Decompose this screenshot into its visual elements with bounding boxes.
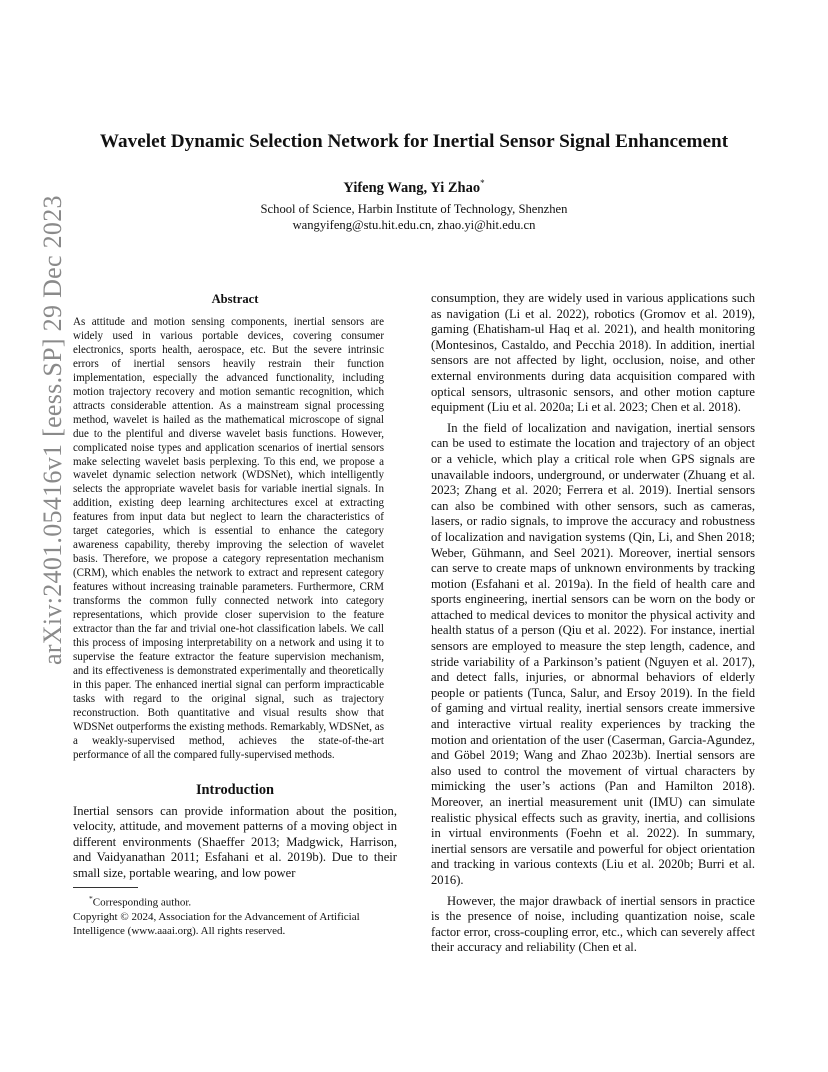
arxiv-identifier: arXiv:2401.05416v1 [eess.SP] 29 Dec 2023	[38, 195, 67, 665]
footnote-divider	[73, 887, 138, 888]
author-names: Yifeng Wang, Yi Zhao	[343, 179, 481, 196]
corresponding-author-mark: *	[480, 178, 485, 188]
footnote-mark: *	[89, 894, 93, 904]
footnote-text: Corresponding author.	[92, 897, 192, 910]
left-column	[73, 291, 397, 939]
affiliation-block	[60, 202, 768, 233]
paper-authors	[60, 174, 768, 197]
introduction-paragraph-3: However, the major drawback of inertial sensors in practice is the presence of noise, including quantization noise, scale factor error, cross-coupling error, etc., which can severely affect their accuracy and reliability (Chen et al.	[431, 893, 755, 955]
corresponding-author-footnote	[73, 892, 397, 910]
copyright-notice: Copyright © 2024, Association for the Advancement of Artificial Intelligence (www.aaai.org). All rights reserved.	[73, 910, 360, 937]
abstract-heading: Abstract	[211, 292, 259, 306]
introduction-heading: Introduction	[195, 781, 275, 798]
introduction-paragraph-1: Inertial sensors can provide information about the position, velocity, attitude, and movement patterns of a moving object in different environments (Shaeffer 2013; Madgwick, Harrison, and Vaidyanathan 2011; Esfahani et al. 2019b). Due to their small size, portable wearing, and low power	[73, 803, 397, 880]
paper-title: Wavelet Dynamic Selection Network for Inertial Sensor Signal Enhancement	[99, 131, 729, 152]
affiliation: School of Science, Harbin Institute of Technology, Shenzhen	[260, 202, 568, 216]
author-emails: wangyifeng@stu.hit.edu.cn, zhao.yi@hit.edu.cn	[292, 217, 536, 232]
abstract-text: As attitude and motion sensing components, inertial sensors are widely used in various portable devices, covering consumer electronics, sports health, aerospace, etc. But the severe intrinsic errors of inertial sensors heavily restrain their function implementation, especially the advanced functionality, including motion trajectory recovery and motion semantic recognition, which attracts considerable attention. As a mainstream signal processing method, wavelet is hailed as the mathematical microscope of signal due to the plentiful and diverse wavelet basis functions. However, complicated noise types and application scenarios of inertial sensors make selecting wavelet basis perplexing. To this end, we propose a wavelet dynamic selection network (WDSNet), which intelligently selects the appropriate wavelet basis for variable inertial signals. In addition, existing deep learning architectures excel at extracting features from input data but neglect to learn the characteristics of target categories, which is essential to enhance the category awareness capability, thereby improving the selection of wavelet basis. Therefore, we propose a category representation mechanism (CRM), which enables the network to extract and represent category features without increasing trainable parameters. Furthermore, CRM transforms the common fully connected network into category representations, which provide closer supervision to the feature extractor than the far and trivial one-hot classification labels. We call this process of imposing interpretability on a network and using it to supervise the feature extractor the feature supervision mechanism, and its effectiveness is demonstrated experimentally and theoretically in this paper. The enhanced inertial signal can perform impracticable tasks with regard to the original signal, such as trajectory reconstruction. Both quantitative and visual results show that WDSNet outperforms the existing methods. Remarkably, WDSNet, as a weakly-supervised method, achieves the state-of-the-art performance of all the compared fully-supervised methods.	[73, 316, 384, 761]
introduction-paragraph-2: In the field of localization and navigation, inertial sensors can be used to estimate the location and trajectory of an object or a vehicle, which play a critical role when GPS signals are unavailable indoors, underground, or underwater (Zhuang et al. 2023; Zhang et al. 2020; Ferrera et al. 2019). Inertial sensors can also be combined with other sensors, such as cameras, lasers, or radio signals, to improve the accuracy and robustness of localization and navigation systems (Qin, Li, and Shen 2018; Weber, Gühmann, and Seel 2021). Moreover, inertial sensors can serve to create maps of unknown environments by tracking motion (Esfahani et al. 2019a). In the field of health care and sports engineering, inertial sensors can be worn on the body or attached to medical devices to monitor the physical activity and health status of a person (Qiu et al. 2022). For instance, inertial sensors are employed to measure the step length, cadence, and stride variability of a Parkinson’s patient (Nguyen et al. 2017), and detect falls, injuries, or abnormal behaviors of elderly people or patients (Tunca, Salur, and Ersoy 2019). In the field of gaming and virtual reality, inertial sensors create immersive and interactive virtual reality experiences by tracking the motion and orientation of the user (Caserman, Garcia-Agundez, and Göbel 2019; Wang and Zhao 2023b). Inertial sensors are also used to control the movement of virtual characters by mimicking the user’s actions (Pan and Hamilton 2018). Moreover, an inertial measurement unit (IMU) can simulate realistic physical effects such as gravity, inertia, and collisions in virtual environments (Foehn et al. 2022). In summary, inertial sensors are versatile and powerful for object orientation and tracking in various contexts (Liu et al. 2020b; Burri et al. 2016).	[431, 420, 755, 887]
introduction-paragraph-1-continued: consumption, they are widely used in various applications such as navigation (Li et al. 2022), robotics (Gromov et al. 2019), gaming (Ehatisham-ul Haq et al. 2021), and health monitoring (Montesinos, Castaldo, and Pecchia 2018). In addition, inertial sensors are not affected by light, occlusion, noise, and other external environments during data acquisition compared with optical sensors, ultrasonic sensors, and other motion capture equipment (Liu et al. 2020a; Li et al. 2023; Chen et al. 2018).	[431, 291, 755, 415]
right-column	[431, 291, 755, 956]
